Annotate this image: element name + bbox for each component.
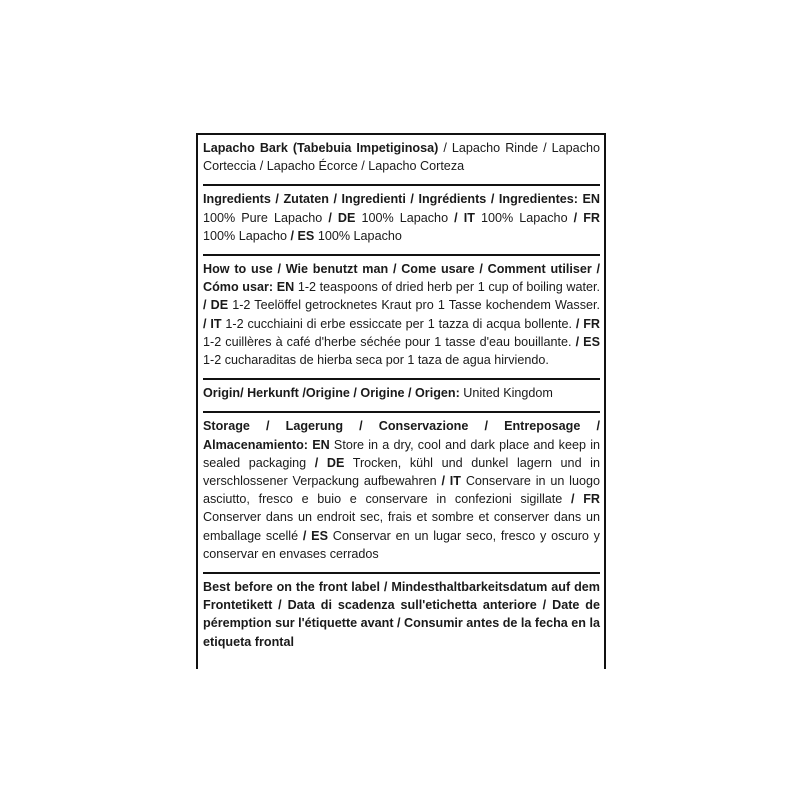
origin-value: United Kingdom: [459, 386, 553, 401]
how-to-use-fr-label: / FR: [575, 316, 600, 331]
storage-es: Conservar en un lugar seco, fresco y oscuro y conservar en envases cerrados: [203, 528, 600, 561]
best-before-text: Best before on the front label / Mindesthaltbarkeitsdatum auf dem Frontetikett / Data di scadenza sull'etichetta anteriore / Date de péremption sur l'étiquette avant / Consumir antes de la fecha en la etiqueta frontal: [203, 580, 600, 649]
how-to-use-heading: How to use / Wie benutzt man / Come usare / Comment utiliser / Cómo usar: EN: [203, 262, 600, 295]
storage-heading: Storage / Lagerung / Conservazione / Entreposage / Almacenamiento: EN: [203, 419, 600, 452]
product-name-section: [203, 135, 600, 186]
how-to-use-es: 1-2 cucharaditas de hierba seca por 1 taza de agua hirviendo.: [203, 353, 549, 368]
product-name: Lapacho Bark (Tabebuia Impetiginosa): [203, 141, 439, 155]
how-to-use-it: 1-2 cucchiaini di erbe essiccate per 1 tazza di acqua bollente.: [221, 316, 576, 331]
origin-section: [203, 380, 600, 413]
origin-heading: Origin/ Herkunft /Origine / Origine / Origen:: [203, 386, 460, 401]
ingredients-it-label: / IT: [454, 210, 475, 225]
storage-de: Trocken, kühl und dunkel lagern und in verschlossener Verpackung aufbewahren: [203, 455, 600, 489]
ingredients-fr: 100% Lapacho: [203, 228, 291, 243]
storage-it: Conservare in un luogo asciutto, fresco e buio e conservare in confezioni sigillate: [203, 474, 600, 507]
ingredients-fr-label: / FR: [573, 210, 600, 225]
product-name-translations: / Lapacho Rinde / Lapacho Corteccia / Lapacho Écorce / Lapacho Corteza: [203, 141, 600, 174]
ingredients-heading: Ingredients / Zutaten / Ingredienti / Ingrédients / Ingredientes: EN: [203, 192, 600, 207]
how-to-use-de-label: / DE: [203, 298, 229, 313]
storage-en: Store in a dry, cool and dark place and keep in sealed packaging: [203, 437, 600, 470]
storage-section: [203, 413, 600, 574]
ingredients-it: 100% Lapacho: [474, 210, 574, 225]
ingredients-es: 100% Lapacho: [314, 228, 402, 243]
storage-it-label: / IT: [441, 474, 461, 489]
best-before-section: [203, 574, 600, 651]
ingredients-de-label: / DE: [328, 210, 356, 225]
how-to-use-section: [203, 256, 600, 380]
how-to-use-es-label: / ES: [575, 334, 600, 349]
ingredients-section: [203, 186, 600, 256]
ingredients-es-label: / ES: [290, 228, 315, 243]
storage-fr-label: / FR: [571, 492, 600, 507]
how-to-use-it-label: / IT: [203, 316, 222, 331]
ingredients-de: 100% Lapacho: [355, 210, 455, 225]
storage-de-label: / DE: [314, 455, 345, 470]
how-to-use-fr: 1-2 cuillères à café d'herbe séchée pour 1 tasse d'eau bouillante.: [203, 334, 576, 349]
how-to-use-de: 1-2 Teelöffel getrocknetes Kraut pro 1 Tasse kochendem Wasser.: [228, 298, 600, 313]
ingredients-en: 100% Pure Lapacho: [203, 210, 329, 225]
storage-es-label: / ES: [302, 528, 328, 543]
storage-fr: Conserver dans un endroit sec, frais et sombre et conserver dans un emballage scellé: [203, 510, 600, 543]
how-to-use-en: 1-2 teaspoons of dried herb per 1 cup of boiling water.: [294, 280, 601, 295]
product-label: [196, 133, 606, 669]
